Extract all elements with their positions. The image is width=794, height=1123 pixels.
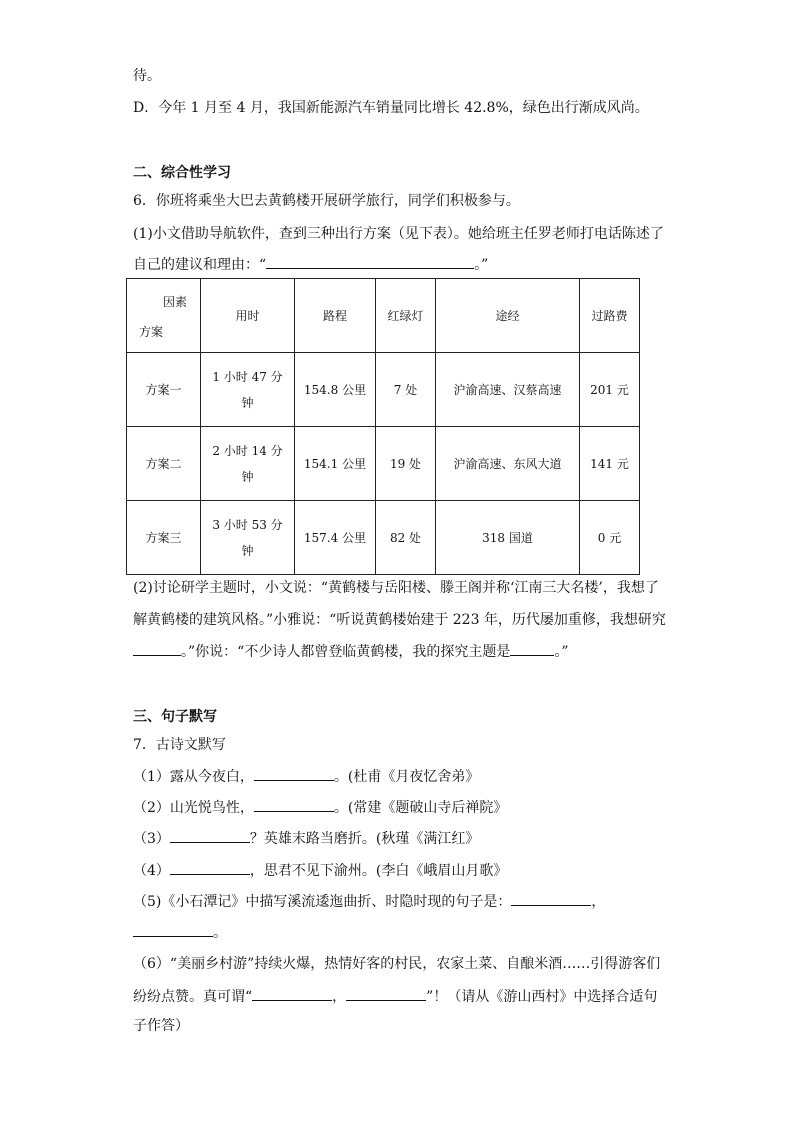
table-row: [127, 353, 640, 427]
dictation-item-6-line1: （6）“美丽乡村游”持续火爆，热情好客的村民，农家土菜、自酿米酒……引得游客们: [133, 956, 661, 972]
answer-blank[interactable]: [254, 768, 334, 781]
answer-blank[interactable]: [252, 988, 332, 1001]
answer-blank[interactable]: [266, 256, 474, 269]
text-fragment: ，: [332, 989, 347, 1005]
distance-cell: 157.4 公里: [295, 501, 376, 575]
text-fragment: （4）: [133, 863, 170, 879]
plan-cell: 方案二: [127, 427, 201, 501]
plan-cell: 方案一: [127, 353, 201, 427]
column-header: 红绿灯: [376, 279, 436, 353]
lights-cell: 19 处: [376, 427, 436, 501]
table-row: [127, 427, 640, 501]
route-options-table: [126, 278, 640, 575]
time-part: 1 小时 47 分: [212, 369, 283, 384]
text-fragment: 。”: [554, 644, 569, 660]
table-row: [127, 501, 640, 575]
toll-cell: 141 元: [580, 427, 640, 501]
route-cell: 沪渝高速、东风大道: [436, 427, 580, 501]
answer-blank[interactable]: [346, 988, 426, 1001]
subquestion-1-line1: (1)小文借助导航软件，查到三种出行方案（见下表）。她给班主任罗老师打电话陈述了: [133, 226, 664, 242]
lights-cell: 7 处: [376, 353, 436, 427]
lights-cell: 82 处: [376, 501, 436, 575]
route-cell: 沪渝高速、汉蔡高速: [436, 353, 580, 427]
section-heading: 三、句子默写: [133, 709, 217, 725]
section-heading: 二、综合性学习: [133, 165, 231, 181]
table-header-row: [127, 279, 640, 353]
text-fragment: 。: [213, 925, 227, 941]
text-fragment: （2）山光悦鸟性，: [133, 800, 254, 816]
dictation-item-6-line2: [133, 988, 657, 1005]
time-part: 3 小时 53 分: [212, 517, 283, 532]
column-header: 路程: [295, 279, 376, 353]
corner-plan-label: 方案: [139, 325, 164, 339]
text-fragment: （1）露从今夜白，: [133, 769, 254, 785]
corner-cell: [127, 279, 201, 353]
time-part: 钟: [241, 395, 254, 410]
dictation-item-3: [133, 830, 479, 847]
text-line: 待。: [133, 68, 161, 84]
text-fragment: 。”你说：“不少诗人都曾登临黄鹤楼，我的探究主题是: [181, 644, 511, 660]
route-cell: 318 国道: [436, 501, 580, 575]
question-6: 6．你班将乘坐大巴去黄鹤楼开展研学旅行，同学们积极参与。: [133, 193, 520, 209]
subquestion-2-line2: 解黄鹤楼的建筑风格。”小雅说：“听说黄鹤楼始建于 223 年，历代屡加重修，我想研究: [133, 612, 666, 628]
text-fragment: ，思君不见下渝州。(李白《峨眉山月歌》: [249, 863, 508, 879]
text-fragment: 纷纷点赞。真可谓“: [133, 989, 253, 1005]
text-fragment: 自己的建议和理由：“: [133, 257, 267, 273]
column-header: 途经: [436, 279, 580, 353]
answer-blank[interactable]: [133, 924, 213, 937]
text-fragment: 。(常建《题破山寺后禅院》: [333, 800, 508, 816]
text-fragment: ，: [591, 894, 606, 910]
subquestion-2-line3: [133, 643, 569, 660]
subquestion-1-line2: [133, 256, 488, 273]
toll-cell: 201 元: [580, 353, 640, 427]
text-fragment: ”！（请从《游山西村》中选择合适句: [426, 989, 658, 1005]
answer-blank[interactable]: [170, 830, 250, 843]
time-part: 2 小时 14 分: [212, 443, 283, 458]
answer-blank[interactable]: [133, 643, 181, 656]
question-7: 7．古诗文默写: [133, 737, 226, 753]
dictation-item-6-line3: 子作答）: [133, 1018, 189, 1034]
option-d: D．今年 1 月至 4 月，我国新能源汽车销量同比增长 42.8%，绿色出行渐成风尚。: [133, 100, 649, 116]
distance-cell: 154.8 公里: [295, 353, 376, 427]
time-cell: [201, 501, 295, 575]
dictation-item-2: [133, 799, 507, 816]
dictation-item-5: [133, 893, 605, 910]
column-header: 用时: [201, 279, 295, 353]
column-header: 过路费: [580, 279, 640, 353]
toll-cell: 0 元: [580, 501, 640, 575]
distance-cell: 154.1 公里: [295, 427, 376, 501]
text-fragment: ？英雄末路当磨折。(秋瑾《满江红》: [249, 831, 480, 847]
time-cell: [201, 427, 295, 501]
dictation-item-5-cont: [133, 924, 227, 941]
time-part: 钟: [241, 469, 254, 484]
corner-factor-label: 因素: [163, 295, 188, 309]
text-fragment: 。”: [474, 257, 489, 273]
answer-blank[interactable]: [170, 862, 250, 875]
dictation-item-4: [133, 862, 507, 879]
plan-cell: 方案三: [127, 501, 201, 575]
answer-blank[interactable]: [511, 893, 591, 906]
time-cell: [201, 353, 295, 427]
answer-blank[interactable]: [510, 643, 554, 656]
dictation-item-1: [133, 768, 479, 785]
time-part: 钟: [241, 543, 254, 558]
text-fragment: （3）: [133, 831, 170, 847]
text-fragment: 。(杜甫《月夜忆舍弟》: [333, 769, 480, 785]
text-fragment: （5)《小石潭记》中描写溪流逶迤曲折、时隐时现的句子是：: [133, 894, 512, 910]
answer-blank[interactable]: [254, 799, 334, 812]
subquestion-2-line1: (2)讨论研学主题时，小文说：“黄鹤楼与岳阳楼、滕王阁并称‘江南三大名楼’，我想了: [133, 580, 659, 596]
